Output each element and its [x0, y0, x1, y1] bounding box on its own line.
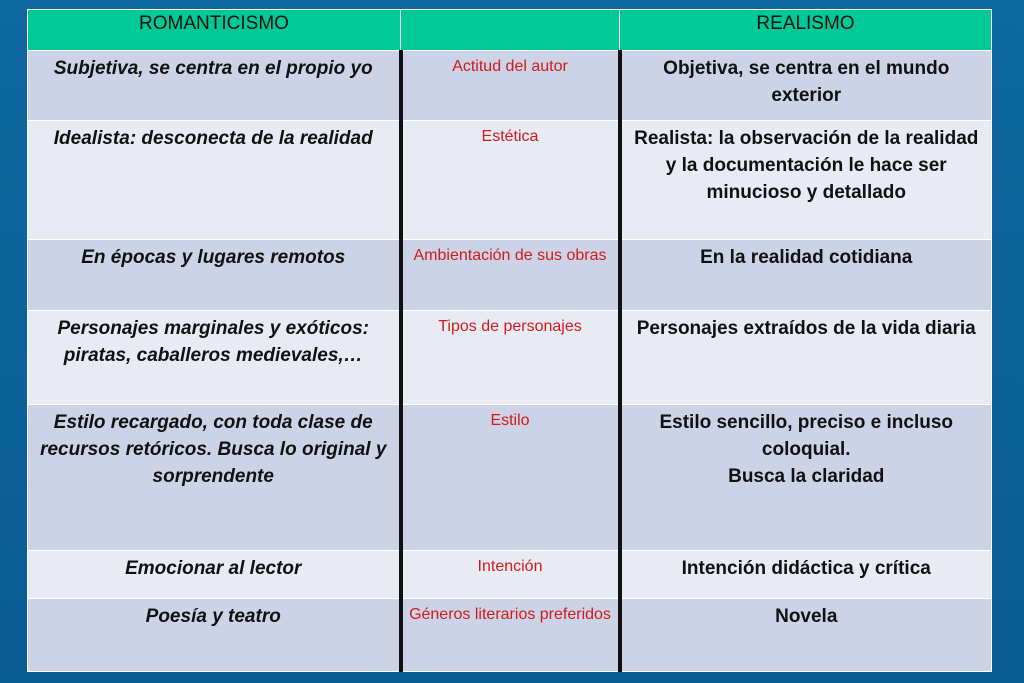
realismo-line: Estilo sencillo, preciso e incluso coloquial. — [659, 412, 954, 460]
criterion-cell: Tipos de personajes — [401, 311, 620, 405]
romanticismo-cell: Emocionar al lector — [28, 551, 401, 599]
criterion-cell: Ambientación de sus obras — [401, 240, 620, 311]
criterion-cell: Estética — [401, 121, 620, 240]
realismo-cell — [620, 405, 992, 551]
romanticismo-cell: Personajes marginales y exóticos: piratas, caballeros medievales,… — [28, 311, 401, 405]
romanticismo-cell: En épocas y lugares remotos — [28, 240, 401, 311]
header-romanticismo: ROMANTICISMO — [28, 10, 401, 51]
criterion-cell: Actitud del autor — [401, 51, 620, 121]
criterion-cell: Estilo — [401, 405, 620, 551]
table-row — [28, 311, 992, 405]
table-row — [28, 121, 992, 240]
criterion-cell: Intención — [401, 551, 620, 599]
table-row — [28, 240, 992, 311]
romanticismo-cell: Subjetiva, se centra en el propio yo — [28, 51, 401, 121]
table-row — [28, 551, 992, 599]
romanticismo-cell: Estilo recargado, con toda clase de recursos retóricos. Busca lo original y sorprendente — [28, 405, 401, 551]
header-realismo: REALISMO — [620, 10, 992, 51]
realismo-cell: Objetiva, se centra en el mundo exterior — [620, 51, 992, 121]
comparison-table — [27, 9, 992, 672]
realismo-cell: Realista: la observación de la realidad y la documentación le hace ser minucioso y detallado — [620, 121, 992, 240]
table-header-row — [28, 10, 992, 51]
table-row — [28, 51, 992, 121]
header-criterion — [401, 10, 620, 51]
table-row — [28, 405, 992, 551]
table-row — [28, 599, 992, 672]
realismo-cell: En la realidad cotidiana — [620, 240, 992, 311]
criterion-cell: Géneros literarios preferidos — [401, 599, 620, 672]
romanticismo-cell: Idealista: desconecta de la realidad — [28, 121, 401, 240]
realismo-cell: Novela — [620, 599, 992, 672]
realismo-cell: Intención didáctica y crítica — [620, 551, 992, 599]
romanticismo-cell: Poesía y teatro — [28, 599, 401, 672]
realismo-cell: Personajes extraídos de la vida diaria — [620, 311, 992, 405]
realismo-line: Busca la claridad — [728, 466, 885, 487]
